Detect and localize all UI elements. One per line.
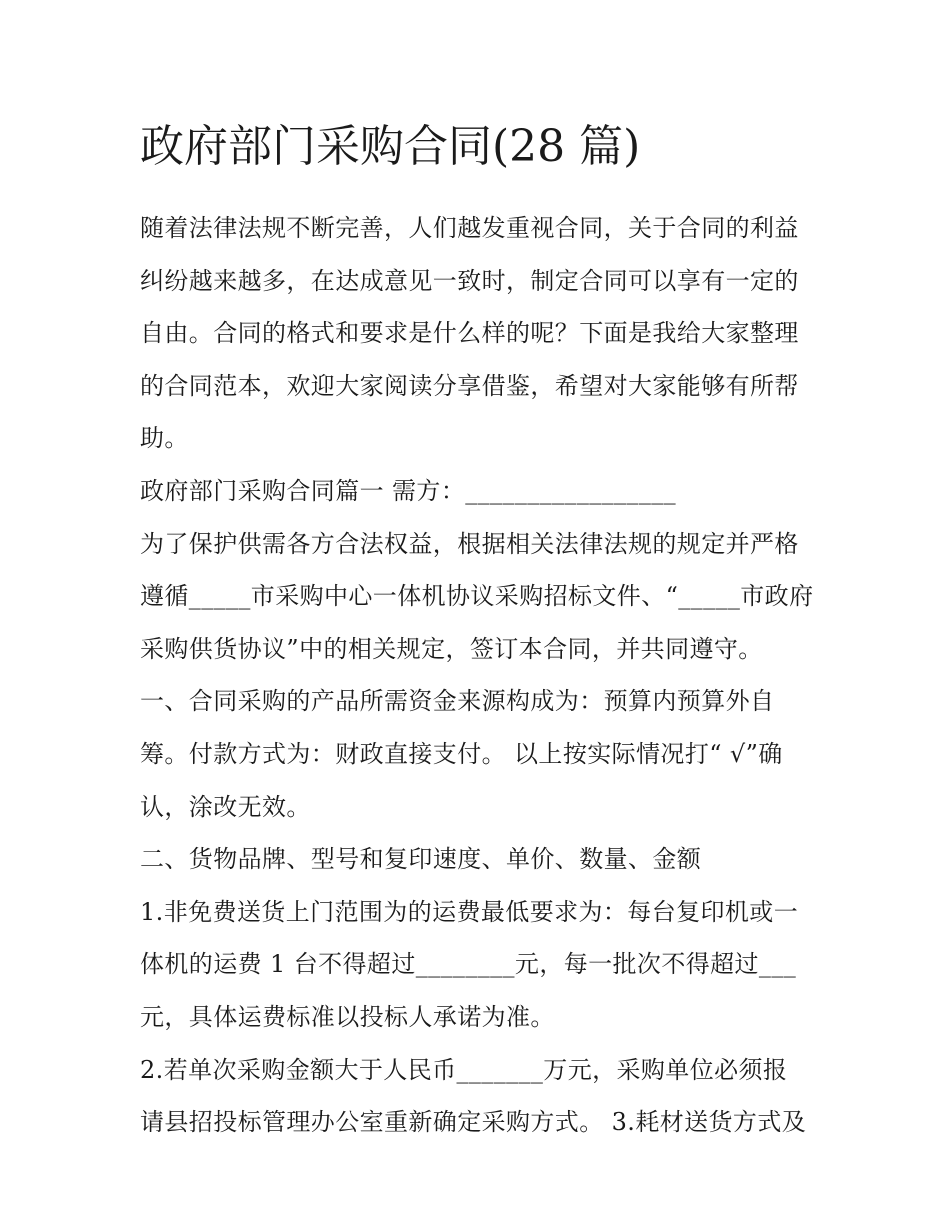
document-title: 政府部门采购合同(28 篇) xyxy=(140,121,641,172)
body-line: 二、货物品牌、型号和复印速度、单价、数量、金额 xyxy=(140,845,702,874)
section-heading-line: 政府部门采购合同篇一 需方：_________________ xyxy=(140,476,677,505)
body-line: 请县招投标管理办公室重新确定采购方式。 3.耗材送货方式及 xyxy=(140,1108,807,1137)
body-line: 随着法律法规不断完善，人们越发重视合同，关于合同的利益 xyxy=(140,214,799,242)
body-line: 采购供货协议”中的相关规定，签订本合同，并共同遵守。 xyxy=(140,634,763,663)
body-line: 筹。付款方式为：财政直接支付。 以上按实际情况打“ √”确 xyxy=(140,739,783,768)
body-line: 认，涂改无效。 xyxy=(140,792,311,821)
body-line: 元，具体运费标准以投标人承诺为准。 xyxy=(140,1002,555,1031)
body-line: 为了保护供需各方合法权益，根据相关法律法规的规定并严格 xyxy=(140,529,799,558)
body-line: 1.非免费送货上门范围为的运费最低要求为：每台复印机或一 xyxy=(140,897,799,926)
document-body xyxy=(140,202,820,1149)
body-line: 一、合同采购的产品所需资金来源构成为：预算内预算外自 xyxy=(140,687,775,716)
body-line: 的合同范本，欢迎大家阅读分享借鉴，希望对大家能够有所帮 xyxy=(140,371,799,400)
document-page xyxy=(140,118,820,1149)
body-line: 遵循_____市采购中心一体机协议采购招标文件、“_____市政府 xyxy=(140,582,814,611)
body-line: 助。 xyxy=(140,424,189,453)
body-line: 2.若单次采购金额大于人民币_______万元，采购单位必须报 xyxy=(140,1055,788,1084)
body-line: 体机的运费 1 台不得超过________元，每一批次不得超过___ xyxy=(140,950,797,979)
body-line: 自由。合同的格式和要求是什么样的呢？下面是我给大家整理 xyxy=(140,319,799,348)
body-line: 纠纷越来越多，在达成意见一致时，制定合同可以享有一定的 xyxy=(140,266,799,295)
